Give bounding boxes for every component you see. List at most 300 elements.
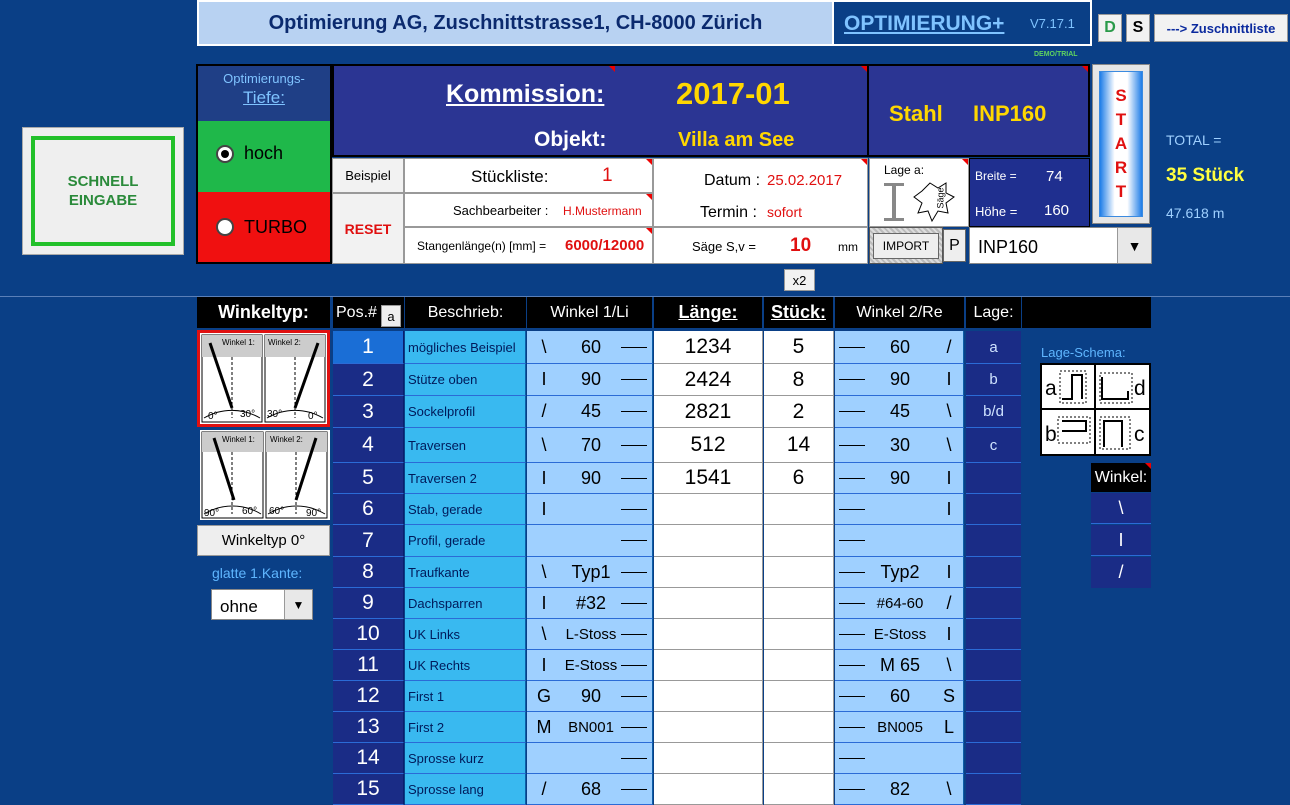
row-winkel2[interactable] [835,650,964,681]
row-lage[interactable] [966,681,1021,712]
divider [839,509,865,510]
row-pos[interactable]: 12 [333,681,404,712]
row-laenge[interactable] [654,681,763,712]
row-lage[interactable] [966,774,1021,805]
hoch-option[interactable] [198,121,330,192]
row-winkel2-value: 60 [889,685,911,706]
row-winkel2-symbol: I [946,623,952,644]
schnell-eingabe-label: SCHNELL EINGABE [31,136,175,246]
lage-schema-icon [1042,365,1149,454]
row-winkel1-symbol: \ [541,434,547,455]
a-sort-button[interactable]: a [381,305,401,327]
start-letter: T [1115,182,1127,201]
schema-letter: c [1134,423,1145,446]
row-winkel1-value: BN001 [568,718,614,736]
row-lage[interactable]: b [966,364,1021,396]
row-winkel2[interactable] [835,743,964,774]
x2-button[interactable]: x2 [784,269,815,291]
row-winkel2[interactable] [835,712,964,743]
row-winkel1-value: 90 [580,685,602,706]
row-beschrieb[interactable]: Sprosse kurz [405,743,526,774]
row-pos[interactable]: 1 [333,331,404,364]
row-winkel1[interactable] [527,494,653,525]
row-winkel1[interactable] [527,557,653,588]
glatte-select-value: ohne [220,597,258,616]
hoch-label: hoch [244,143,284,163]
row-winkel2-value: 45 [889,401,911,421]
row-winkel1[interactable] [527,619,653,650]
col-header-winkel1-label: Winkel 1/Li [550,303,629,321]
divider [839,478,865,479]
col-header-beschrieb [405,297,526,328]
row-winkel1-value: 70 [580,434,602,455]
row-lage[interactable] [966,525,1021,557]
row-laenge[interactable] [654,557,763,588]
diagram-label: Winkel 2: [270,435,303,444]
row-laenge[interactable] [654,525,763,557]
row-winkel1-symbol: / [541,778,547,799]
winkel-legend-item: / [1091,557,1151,588]
col-header-lage-label: Lage: [973,303,1014,321]
total-stueck: 35 Stück [1166,165,1245,186]
row-winkel2[interactable] [835,557,964,588]
row-beschrieb[interactable]: Dachsparren [405,588,526,619]
d-button[interactable]: D [1098,14,1122,42]
row-winkel2[interactable] [835,331,964,364]
header-filler [1022,297,1151,328]
hoch-radio[interactable] [216,145,234,163]
row-winkel1-symbol: / [541,401,547,421]
row-pos[interactable]: 3 [333,396,404,428]
stueckliste-field[interactable] [404,158,653,193]
row-stueck[interactable] [764,774,834,805]
row-winkel1-symbol: I [541,592,547,613]
row-winkel2[interactable] [835,428,964,463]
row-beschrieb[interactable]: Profil, gerade [405,525,526,557]
row-lage[interactable]: a [966,331,1021,364]
divider [621,478,647,479]
start-letter: S [1115,86,1127,105]
col-header-pos-label: Pos.# [336,303,377,321]
row-winkel1-symbol: I [541,654,547,675]
divider [839,727,865,728]
row-winkel1[interactable] [527,525,653,557]
winkeltyp-heading: Winkeltyp: [197,297,330,328]
row-winkel1[interactable] [527,428,653,463]
col-header-laenge-label: Länge: [678,302,738,322]
col-header-winkel1 [527,297,652,328]
row-winkel1[interactable] [527,588,653,619]
row-stueck[interactable] [764,650,834,681]
dimensions-panel [969,158,1090,227]
row-stueck[interactable]: 8 [764,364,834,396]
schema-letter: b [1045,423,1057,446]
row-stueck[interactable] [764,525,834,557]
row-winkel1-value: L-Stoss [565,625,617,643]
angle-diagram-icon [200,333,327,424]
divider [839,603,865,604]
col-header-pos [333,297,404,328]
divider [621,347,647,348]
start-letters [1099,71,1143,217]
row-beschrieb[interactable]: Traufkante [405,557,526,588]
row-winkel1-value: 90 [580,467,602,488]
chevron-down-icon[interactable]: ▼ [1117,228,1151,263]
row-laenge[interactable] [654,712,763,743]
datum-label: Datum : [704,172,761,189]
beispiel-button[interactable]: Beispiel [332,158,404,193]
diagram-label: Winkel 1: [222,338,255,347]
divider [621,727,647,728]
breite-label: Breite = [975,169,1017,183]
divider [839,445,865,446]
row-lage[interactable] [966,557,1021,588]
row-winkel2-value: E-Stoss [873,625,927,643]
divider [839,665,865,666]
divider [621,540,647,541]
row-beschrieb[interactable]: Sockelprofil [405,396,526,428]
diagram-label: Winkel 1: [222,435,255,444]
schema-letter: d [1134,377,1146,400]
row-stueck[interactable]: 14 [764,428,834,463]
divider [621,445,647,446]
row-winkel2-value: BN005 [877,718,923,736]
sachbearbeiter-field[interactable] [404,193,653,227]
row-beschrieb[interactable]: Traversen [405,428,526,463]
row-winkel2[interactable] [835,463,964,494]
stahl-label: Stahl [889,101,943,126]
stangenlaenge-value[interactable]: 6000/12000 [565,237,645,254]
row-pos[interactable]: 6 [333,494,404,525]
row-winkel1[interactable] [527,463,653,494]
row-pos[interactable]: 11 [333,650,404,681]
divider [839,758,865,759]
saege-tag: Säge [935,187,946,209]
row-winkel2-value: 30 [889,434,911,455]
turbo-option[interactable] [198,192,330,262]
row-stueck[interactable] [764,681,834,712]
tiefe-header [198,66,330,121]
lage-schema-label: Lage-Schema: [1041,345,1126,360]
divider [839,379,865,380]
row-lage[interactable] [966,463,1021,494]
row-winkel2[interactable] [835,525,964,557]
winkel-legend-label: Winkel: [1094,468,1148,486]
winkel-legend-heading [1091,463,1151,492]
row-winkel1-value: 90 [580,369,602,389]
datum-termin-field [653,158,868,227]
total-meter: 47.618 m [1166,205,1225,221]
row-stueck[interactable] [764,557,834,588]
sachbearbeiter-label: Sachbearbeiter : [453,203,549,218]
row-pos[interactable]: 2 [333,364,404,396]
row-laenge[interactable]: 2821 [654,396,763,428]
demo-label: DEMO/TRIAL [1034,51,1078,58]
stahl-panel [869,64,1090,157]
row-winkel2-value: 82 [889,778,911,799]
row-winkel2-symbol: \ [946,401,952,421]
lage-schema-diagram [1040,363,1151,456]
row-lage[interactable] [966,619,1021,650]
profile-select-value: INP160 [978,237,1039,257]
divider [839,347,865,348]
angle-type-option-1[interactable] [197,330,330,427]
row-winkel2[interactable] [835,774,964,805]
divider [621,665,647,666]
row-beschrieb[interactable]: Stütze oben [405,364,526,396]
winkel-legend-item: I [1091,525,1151,556]
row-winkel1-symbol: G [536,685,551,706]
row-winkel2-value: #64-60 [876,594,924,612]
diagram-label: 30° [267,409,283,420]
turbo-radio[interactable] [216,218,234,236]
divider [621,379,647,380]
row-lage[interactable] [966,650,1021,681]
row-pos[interactable]: 4 [333,428,404,463]
zuschnittliste-button[interactable]: ---> Zuschnittliste [1154,14,1288,42]
row-winkel1[interactable] [527,364,653,396]
row-winkel2[interactable] [835,396,964,428]
row-stueck[interactable] [764,712,834,743]
profile-diagram [882,179,962,225]
start-letter: R [1114,158,1128,177]
col-header-stueck [764,297,833,328]
row-winkel1[interactable] [527,331,653,364]
row-stueck[interactable]: 6 [764,463,834,494]
glatte-label: glatte 1.Kante: [212,565,303,581]
row-stueck[interactable] [764,743,834,774]
total-label: TOTAL = [1166,132,1222,148]
diagram-label: 60° [269,506,285,517]
hoehe-value[interactable]: 160 [1044,202,1070,219]
row-laenge[interactable]: 1541 [654,463,763,494]
row-winkel2-symbol: I [946,498,952,519]
row-lage[interactable]: b/d [966,396,1021,428]
row-winkel1[interactable] [527,774,653,805]
row-winkel1[interactable] [527,743,653,774]
stueckliste-value[interactable]: 1 [602,165,613,186]
col-header-laenge [654,297,762,328]
row-winkel2[interactable] [835,364,964,396]
row-beschrieb[interactable]: UK Links [405,619,526,650]
row-stueck[interactable] [764,619,834,650]
divider [839,411,865,412]
row-winkel2-symbol: I [946,467,952,488]
winkeltyp-button[interactable]: Winkeltyp 0° [197,525,330,556]
row-pos[interactable]: 10 [333,619,404,650]
diagram-label: Winkel 2: [268,338,301,347]
divider [621,603,647,604]
import-button[interactable] [869,227,943,264]
row-winkel2-symbol: \ [946,654,952,675]
row-winkel2[interactable] [835,588,964,619]
row-beschrieb[interactable]: First 1 [405,681,526,712]
row-stueck[interactable]: 5 [764,331,834,364]
row-winkel1-symbol: I [541,467,547,488]
row-laenge[interactable]: 1234 [654,331,763,364]
row-lage[interactable]: c [966,428,1021,463]
row-beschrieb[interactable]: First 2 [405,712,526,743]
datum-value[interactable]: 25.02.2017 [767,172,843,189]
col-header-beschrieb-label: Beschrieb: [427,303,504,321]
lage-label: Lage a: [884,163,925,177]
tiefe-link[interactable]: Tiefe: [243,88,285,107]
row-pos[interactable]: 13 [333,712,404,743]
row-stueck[interactable] [764,494,834,525]
row-laenge[interactable] [654,494,763,525]
divider [621,509,647,510]
reset-button[interactable]: RESET [332,193,404,264]
row-laenge[interactable]: 512 [654,428,763,463]
row-laenge[interactable] [654,743,763,774]
divider [839,540,865,541]
sachbearbeiter-value[interactable]: H.Mustermann [563,204,642,218]
diagram-label: 60° [242,506,258,517]
stangenlaenge-field[interactable] [404,227,653,264]
stueckliste-label: Stückliste: [471,167,549,186]
row-winkel1[interactable] [527,712,653,743]
divider [621,758,647,759]
divider [621,411,647,412]
saege-unit: mm [838,240,858,254]
objekt-label: Objekt: [534,128,607,151]
start-button[interactable] [1092,64,1150,224]
row-laenge[interactable] [654,619,763,650]
row-beschrieb[interactable]: Sprosse lang [405,774,526,805]
row-winkel2-value: 60 [889,336,911,357]
row-winkel2[interactable] [835,494,964,525]
row-laenge[interactable] [654,774,763,805]
start-letter: A [1114,134,1128,153]
row-winkel1[interactable] [527,396,653,428]
row-winkel2-value: Typ2 [880,561,920,582]
row-pos[interactable]: 9 [333,588,404,619]
row-beschrieb[interactable]: mögliches Beispiel [405,331,526,364]
divider [839,696,865,697]
row-winkel1-symbol: I [541,498,547,519]
row-lage[interactable] [966,712,1021,743]
row-winkel2-symbol: / [946,592,952,613]
row-winkel1-value: 68 [580,778,602,799]
diagram-label: 90° [204,508,220,519]
col-header-winkel2-label: Winkel 2/Re [856,303,943,321]
lage-preview [869,158,969,227]
brand-box [834,0,1092,46]
row-winkel2-symbol: \ [946,778,952,799]
row-winkel1-value: 60 [580,336,602,357]
row-winkel2-symbol: I [946,561,952,582]
row-winkel2-symbol: S [942,685,955,706]
row-pos[interactable]: 15 [333,774,404,805]
import-label: IMPORT [873,233,939,259]
col-header-winkel2 [835,297,964,328]
p-button[interactable]: P [943,229,966,262]
company-header [197,0,834,46]
start-letter: T [1115,110,1127,129]
diagram-label: 0° [208,411,218,422]
row-winkel1-value: #32 [575,592,607,613]
saege-value[interactable]: 10 [790,235,812,256]
chevron-down-icon[interactable]: ▼ [284,590,312,619]
version-label: V7.17.1 [1030,16,1075,31]
schema-letter: a [1045,377,1057,400]
winkel-legend-item: \ [1091,493,1151,524]
row-lage[interactable] [966,743,1021,774]
s-button[interactable]: S [1126,14,1150,42]
row-winkel2[interactable] [835,681,964,712]
row-lage[interactable] [966,588,1021,619]
breite-value[interactable]: 74 [1046,168,1063,185]
termin-label: Termin : [700,204,757,221]
opt-label: Optimierungs- [223,71,305,86]
row-winkel1-symbol: M [536,716,552,737]
profile-select[interactable] [969,227,1152,264]
divider [621,789,647,790]
stahl-value[interactable]: INP160 [973,101,1047,126]
row-winkel1[interactable] [527,650,653,681]
glatte-select[interactable] [211,589,313,620]
row-lage[interactable] [966,494,1021,525]
row-beschrieb[interactable]: Stab, gerade [405,494,526,525]
row-laenge[interactable] [654,588,763,619]
row-pos[interactable]: 7 [333,525,404,557]
row-winkel2-value: 90 [889,369,911,389]
col-header-stueck-label: Stück: [770,302,826,322]
hoehe-label: Höhe = [975,204,1018,219]
row-winkel1-value: E-Stoss [564,656,618,674]
row-laenge[interactable] [654,650,763,681]
saege-field[interactable] [653,227,868,264]
row-winkel2-value: 90 [889,467,911,488]
row-winkel1-value: Typ1 [571,561,611,582]
row-pos[interactable]: 8 [333,557,404,588]
kommission-value[interactable]: 2017-01 [676,76,790,111]
row-winkel1-symbol: \ [541,561,547,582]
row-beschrieb[interactable]: Traversen 2 [405,463,526,494]
row-pos[interactable]: 14 [333,743,404,774]
row-beschrieb[interactable]: UK Rechts [405,650,526,681]
row-pos[interactable]: 5 [333,463,404,494]
angle-type-option-2[interactable] [200,430,330,520]
diagram-label: 30° [240,409,256,420]
kommission-label: Kommission: [446,80,605,108]
row-winkel2[interactable] [835,619,964,650]
row-winkel1[interactable] [527,681,653,712]
optimization-depth-panel [196,64,332,264]
brand-link[interactable]: OPTIMIERUNG+ [844,12,1005,35]
divider [621,696,647,697]
objekt-value[interactable]: Villa am See [678,129,795,151]
saege-label: Säge S,v = [692,239,756,254]
company-title: Optimierung AG, Zuschnittstrasse1, CH-8000 Zürich [268,11,763,34]
row-winkel2-symbol: / [946,336,952,357]
row-winkel2-symbol: L [943,716,954,737]
divider [839,572,865,573]
row-winkel2-value: M 65 [879,654,921,675]
termin-value[interactable]: sofort [767,204,803,220]
row-winkel1-symbol: \ [541,623,547,644]
row-stueck[interactable]: 2 [764,396,834,428]
row-winkel1-symbol: \ [541,336,547,357]
row-stueck[interactable] [764,588,834,619]
diagram-label: 90° [306,508,322,519]
turbo-label: TURBO [244,217,307,237]
row-laenge[interactable]: 2424 [654,364,763,396]
row-winkel2-symbol: I [946,369,952,389]
divider [621,634,647,635]
row-winkel2-symbol: \ [946,434,952,455]
schnell-eingabe-button[interactable] [22,127,184,255]
